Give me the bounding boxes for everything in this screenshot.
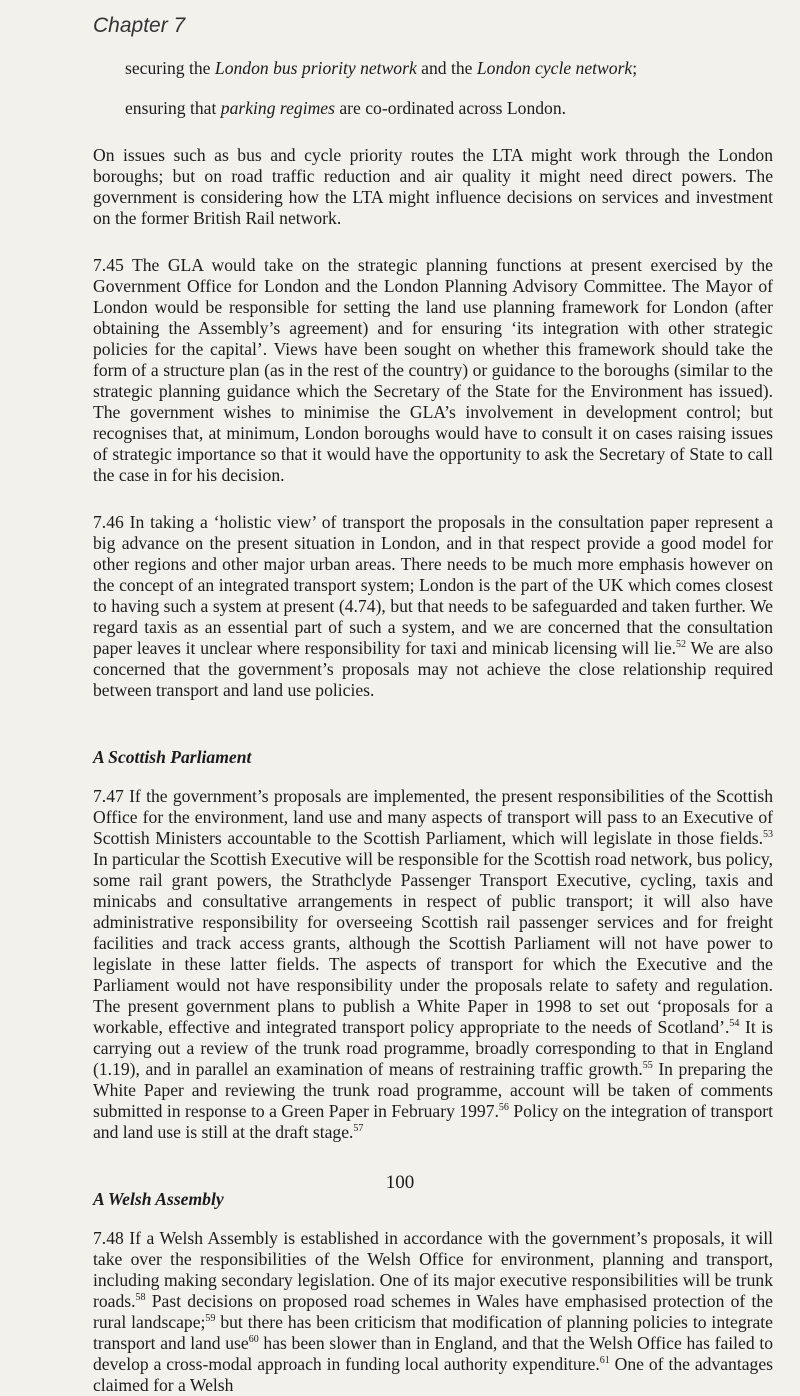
page-number: 100 <box>385 1172 415 1193</box>
bullet-item: securing the London bus priority network and the London cycle network; <box>125 58 638 78</box>
paragraph-7-45: 7.45 The GLA would take on the strategic planning functions at present exercised by the Government Office for London and the London Planning Advisory Committee. The Mayor of London would be responsible for setting the land use planning framework for London (after obtaining the Assembly’s agreement) and for ensuring ‘its integration with other strategic policies for the capital’. Views have been sought on whether this framework should take the form of a structure plan (as in the rest of the country) or guidance to the boroughs (similar to the strategic planning guidance which the Secretary of the State for the Environment has issued). The government wishes to minimise the GLA’s involvement in development control; but recognises that, at minimum, London boroughs would have to consult it on cases raising issues of strategic importance so that it would have the opportunity to ask the Secretary of State to call the case in for his decision. <box>93 255 773 485</box>
paragraph-7-48: 7.48 If a Welsh Assembly is established in accordance with the government’s proposals, it will take over the responsibilities of the Welsh Office for environment, planning and transport, including making secondary legislation. One of its major executive responsibilities will be trunk roads.$^{58}$ Past decisions on proposed road schemes in Wales have emphasised protection of the rural landscape;$^{59}$ but there has been criticism that modification of planning policies to integrate transport and land use$^{60}$ has been slower than in England, and that the Welsh Office has failed to develop a cross-modal approach in funding local authority expenditure.$^{61}$ One of the advantages claimed for a Welsh <box>93 1228 774 1395</box>
footnote-ref: 52 <box>676 639 687 651</box>
chapter-heading: Chapter 7 <box>93 14 186 37</box>
paragraph-intro: On issues such as bus and cycle priority routes the LTA might work through the London boroughs; but on road traffic reduction and air quality it might need direct powers. The government is considering how the LTA might influence decisions on services and investment on the former British Rail network. <box>93 145 773 228</box>
bullet-item: ensuring that parking regimes are co-ordinated across London. <box>125 98 567 118</box>
section-heading-scotland: A Scottish Parliament <box>93 747 252 767</box>
paragraph-7-47: 7.47 If the government’s proposals are implemented, the present responsibilities of the Scottish Office for the environment, land use and many aspects of transport will pass to an Executive of Scottish Ministers accountable to the Scottish Parliament, which will legislate in those fields.$^{53}$ In particular the Scottish Executive will be responsible for the Scottish road network, bus policy, some rail grant powers, the Strathclyde Passenger Transport Executive, cycling, taxis and minicabs and consultative arrangements in respect of public transport; it will also have administrative responsibility for overseeing Scottish rail passenger services and for freight facilities and track access grants, although the Scottish Parliament will not have power to legislate in these latter fields. The aspects of transport for which the Executive and the Parliament would not have responsibility under the proposals relate to safety and regulation. The present government plans to publish a White Paper in 1998 to set out ‘proposals for a workable, effective and integrated transport policy appropriate to the needs of Scotland’.$^{54}$ It is carrying out a review of the trunk road programme, broadly corresponding to that in England (1.19), and in parallel an examination of means of restraining traffic growth.$^{55}$ In preparing the White Paper and reviewing the trunk road programme, account will be taken of comments submitted in response to a Green Paper in February 1997.56 Policy on the integration of transport and land use is still at the draft stage.$^{57}$ <box>93 786 774 1142</box>
paragraph-7-46: 7.46 In taking a ‘holistic view’ of transport the proposals in the consultation paper represent a big advance on the present situation in London, and in that respect provide a good model for other regions and other major urban areas. There needs to be much more emphasis however on the concept of an integrated transport system; London is the part of the UK which comes closest to having such a system at present (4.74), but that needs to be safeguarded and taken further. We regard taxis as an essential part of such a system, and we are concerned that the consultation paper leaves it unclear where responsibility for taxi and minicab licensing will lie.$^{52}$ We are also concerned that the government’s proposals may not achieve the close relationship required between transport and land use policies. <box>93 512 773 700</box>
footnote-ref: 55 <box>642 1060 653 1072</box>
footnote-ref: 59 <box>205 1313 216 1325</box>
footnote-ref: 53 <box>763 829 773 841</box>
section-heading-wales: A Welsh Assembly <box>93 1189 224 1209</box>
page-body <box>93 58 773 1396</box>
footnote-ref: 57 <box>353 1123 364 1135</box>
footnote-ref: 58 <box>135 1292 146 1304</box>
footnote-ref: 56 <box>498 1102 509 1114</box>
footnote-ref: 61 <box>599 1355 610 1367</box>
footnote-ref: 54 <box>729 1018 740 1030</box>
footnote-ref: 60 <box>248 1334 259 1346</box>
